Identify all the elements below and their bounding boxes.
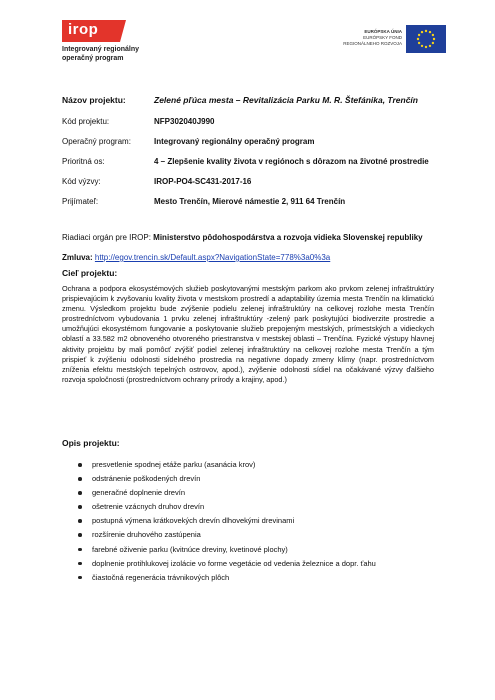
contract-label: Zmluva: <box>62 253 93 262</box>
eu-logo <box>340 25 460 67</box>
list-item: odstránenie poškodených drevín <box>78 474 376 488</box>
eu-flag-icon <box>406 25 446 53</box>
bullet-icon <box>78 519 82 523</box>
info-row-priority <box>62 157 442 177</box>
irop-logo <box>62 20 142 63</box>
eu-line-1: EURÓPSKA ÚNIA <box>364 29 402 34</box>
project-title-value: Zelené pľúca mesta – Revitalizácia Parku M. R. Štefánika, Trenčín <box>154 95 418 105</box>
info-row-recipient <box>62 197 442 217</box>
bullet-icon <box>78 576 82 580</box>
description-heading: Opis projektu: <box>62 438 120 448</box>
list-item: presvetlenie spodnej etáže parku (asanácia krov) <box>78 460 376 474</box>
bullet-icon <box>78 505 82 509</box>
info-row-code <box>62 117 442 137</box>
list-item: doplnenie protihlukovej izolácie vo forme vegetácie od vedenia železnice a dopr. ťahu <box>78 559 376 573</box>
bullet-icon <box>78 562 82 566</box>
contract <box>62 253 330 262</box>
bullet-icon <box>78 533 82 537</box>
project-title-label: Názov projektu: <box>62 95 126 105</box>
info-label: Kód výzvy: <box>62 177 101 186</box>
irop-logo-mark <box>62 20 120 42</box>
bullet-icon <box>78 548 82 552</box>
goal-text: Ochrana a podpora ekosystémových služieb poskytovanými mestským parkom ako prvkom zelenej infraštruktúry prispievajúcim k zvyšovaniu kvality života v mestskom prostredí a adaptability územia mesta Trenčín na klimatickú zmenu. Výsledkom projektu bude zvýšenie podielu zelenej infraštruktúry na celkovej rozlohe mesta Trenčín prostredníctvom vybudovania 1 prvku zelenej infraštruktúry -zelený park poskytujúci biodiverzite prostredie a umožňujúci ekosystémom fungovanie a poskytovanie služieb prepojeným mestských, prímestských a vidieckych oblastí a 33.582 m2 obnoveného otvoreného priestranstva v mestskej oblasti – Trenčína. Fyzické výstupy hlavnej aktivity projektu by mali pomôcť zvýšiť podiel zelenej infraštruktúry na celkovej rozlohe mesta Trenčín a tým prispieť k zvýšeniu odolnosti sídelného prostredia na negatívne dopady zmeny klímy (napr. prostredníctvom zníženia efektu mestských tepelných ostrovov, apod.), zvýšenie odolnosti sídiel na očakávané výzvy ďalšieho rozvoja spoločnosti (prostredníctvom ochrany prírody a krajiny, apod.) <box>62 284 434 384</box>
irop-logo-text: irop <box>68 21 99 38</box>
info-value: NFP302040J990 <box>154 117 215 126</box>
info-row-program <box>62 137 442 157</box>
list-item: čiastočná regenerácia trávnikových plôch <box>78 573 376 587</box>
list-item: generačné doplnenie drevín <box>78 488 376 502</box>
eu-line-2: EURÓPSKY FOND <box>363 35 402 40</box>
irop-caption: Integrovaný regionálny operačný program <box>62 46 140 62</box>
bullet-icon <box>78 463 82 467</box>
bullet-icon <box>78 491 82 495</box>
info-label: Kód projektu: <box>62 117 110 126</box>
info-row-call <box>62 177 442 197</box>
list-item: farebné oživenie parku (kvitnúce dreviny, kvetinové plochy) <box>78 545 376 559</box>
info-label: Prijímateľ: <box>62 197 99 206</box>
info-value: 4 – Zlepšenie kvality života v regiónoch s dôrazom na životné prostredie <box>154 157 429 166</box>
info-value: Mesto Trenčín, Mierové námestie 2, 911 64 Trenčín <box>154 197 346 206</box>
managing-authority-value: Ministerstvo pôdohospodárstva a rozvoja vidieka Slovenskej republiky <box>153 233 423 242</box>
project-title-row <box>62 95 442 117</box>
description-list <box>78 460 376 587</box>
managing-authority-label: Riadiaci orgán pre IROP: <box>62 233 151 242</box>
info-label: Prioritná os: <box>62 157 105 166</box>
managing-authority <box>62 233 423 242</box>
info-label: Operačný program: <box>62 137 131 146</box>
list-item: ošetrenie vzácnych druhov drevín <box>78 502 376 516</box>
goal-heading: Cieľ projektu: <box>62 268 118 278</box>
eu-line-3: REGIONÁLNEHO ROZVOJA <box>343 41 402 46</box>
bullet-icon <box>78 477 82 481</box>
list-item: postupná výmena krátkovekých drevín dlhovekými drevinami <box>78 516 376 530</box>
info-value: Integrovaný regionálny operačný program <box>154 137 315 146</box>
info-value: IROP-PO4-SC431-2017-16 <box>154 177 252 186</box>
list-item: rozšírenie druhového zastúpenia <box>78 530 376 544</box>
contract-link[interactable]: http://egov.trencin.sk/Default.aspx?NavigationState=778%3a0%3a <box>94 253 331 262</box>
project-info <box>62 95 442 217</box>
